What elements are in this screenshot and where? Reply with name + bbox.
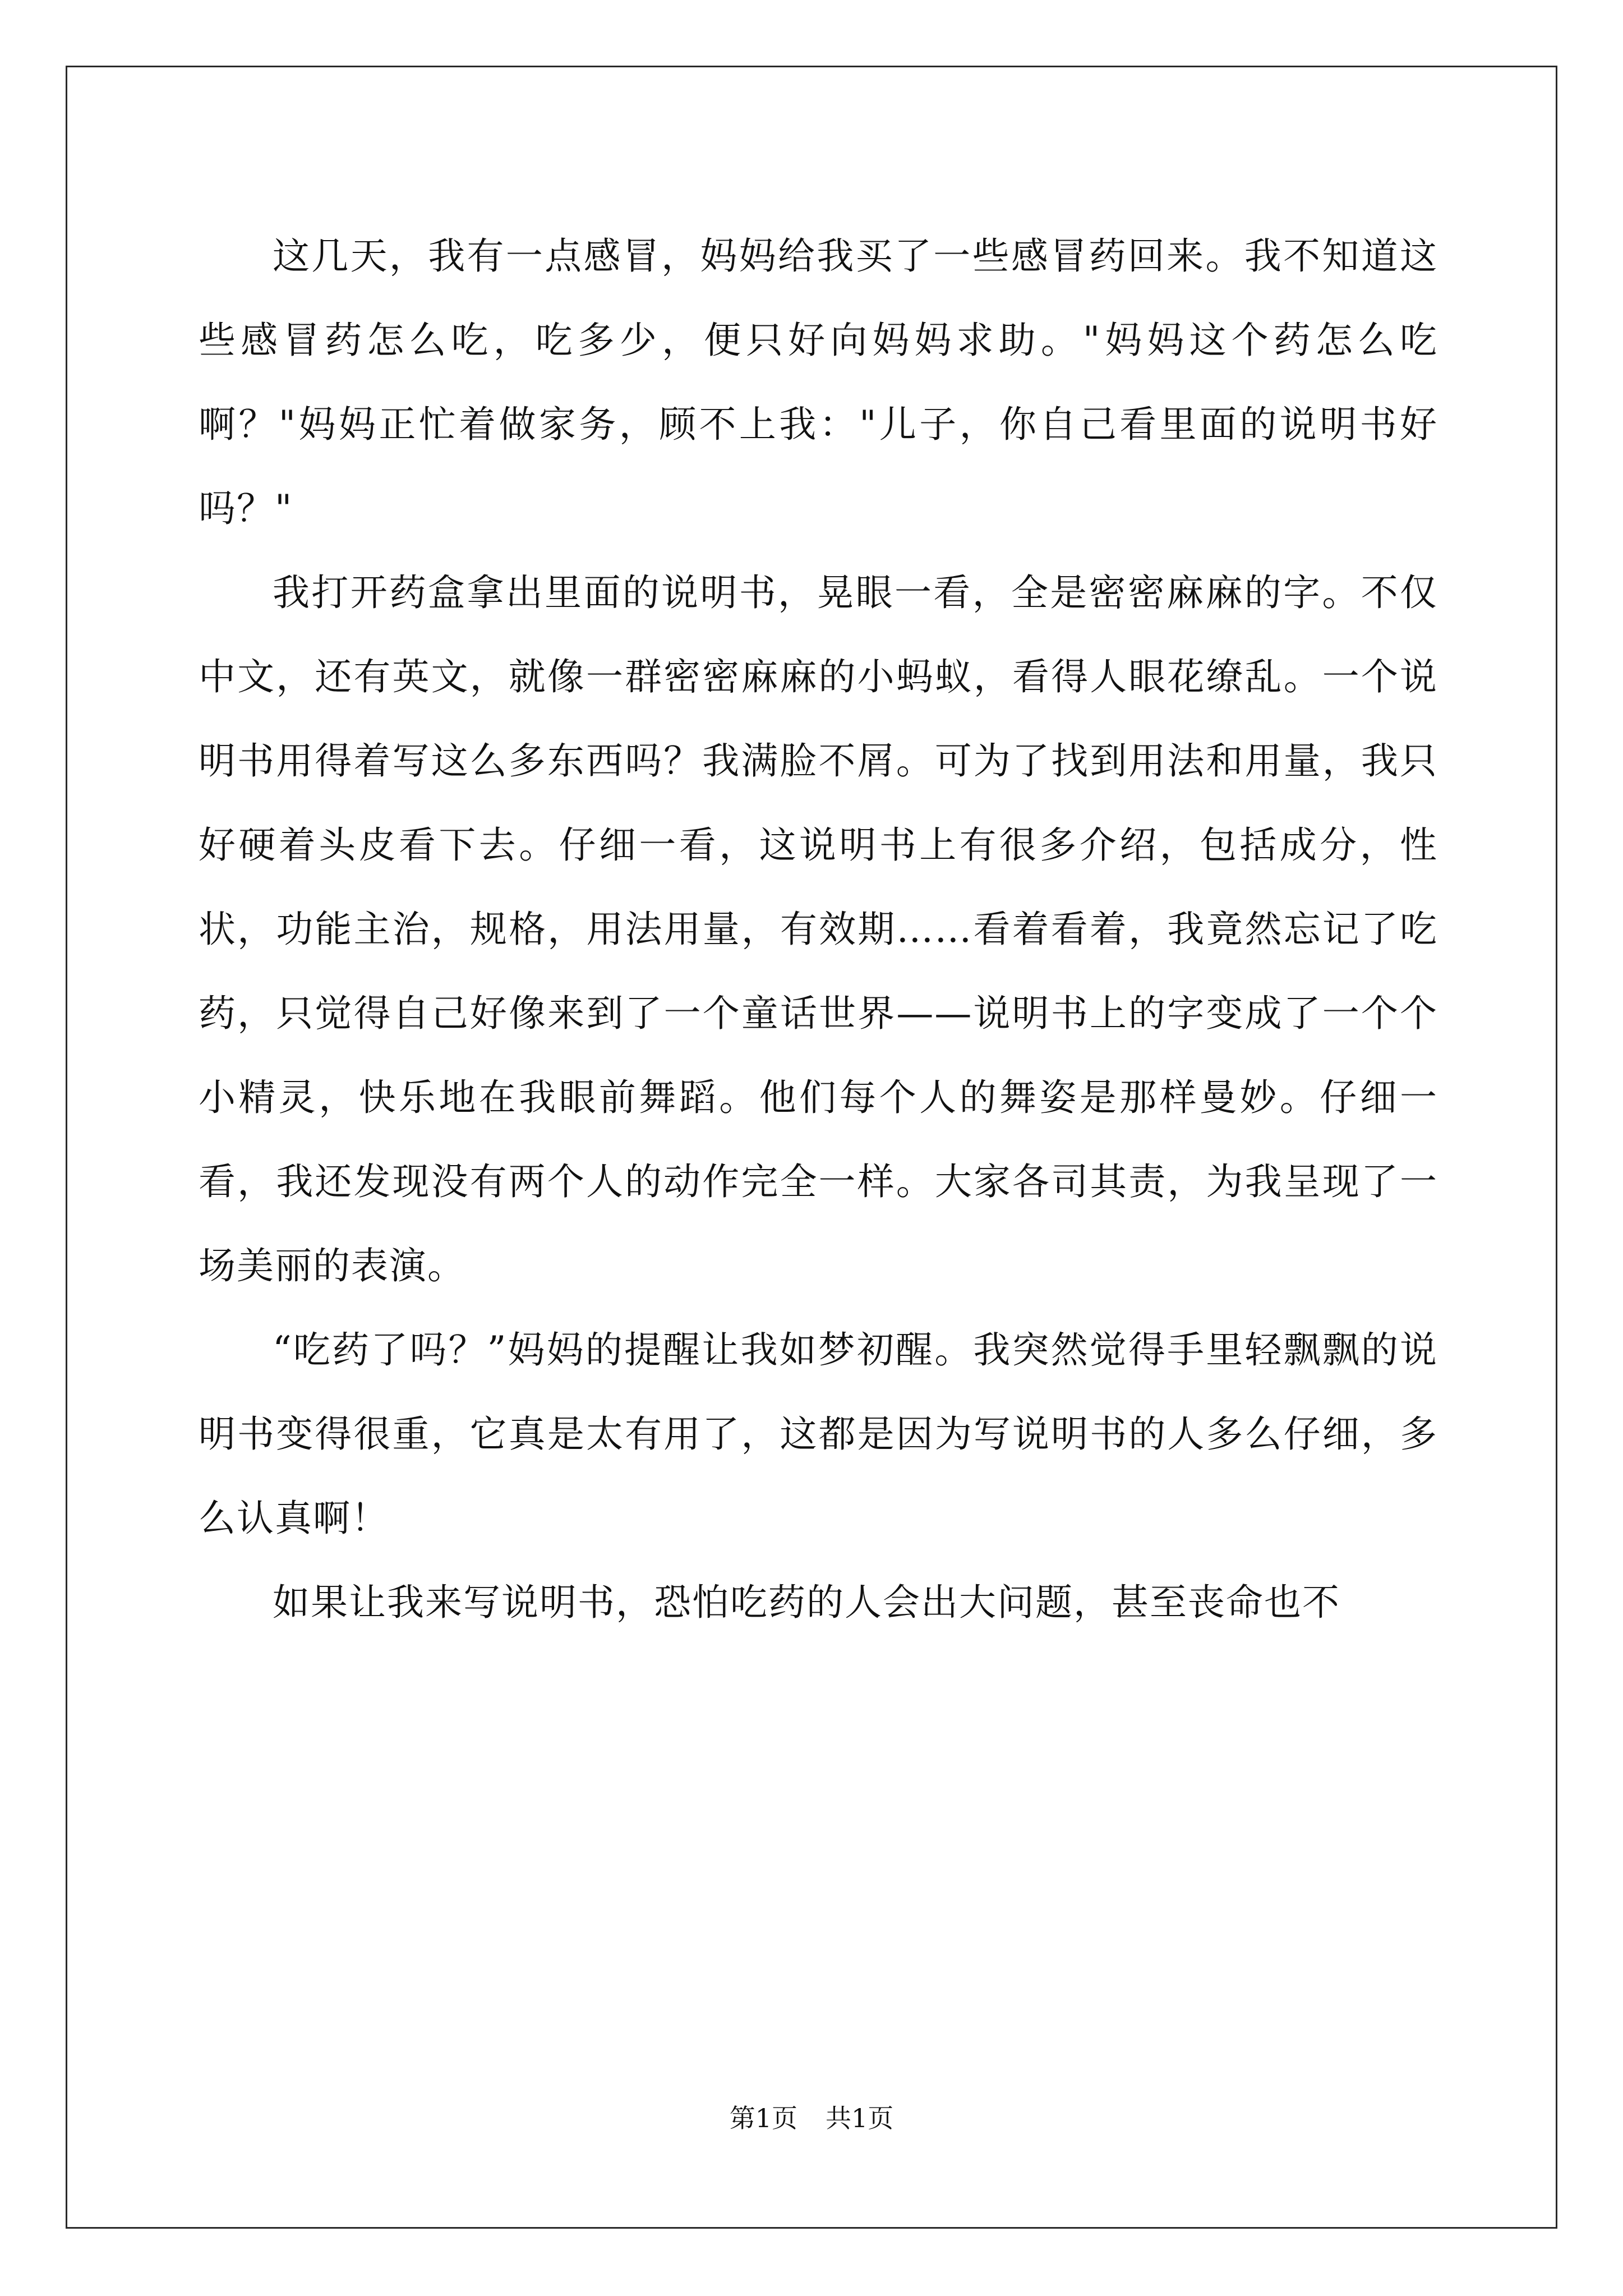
page-total: 共1页	[826, 2103, 894, 2133]
paragraph-1: 这几天，我有一点感冒，妈妈给我买了一些感冒药回来。我不知道这些感冒药怎么吃，吃多少，便只好向妈妈求助。"妈妈这个药怎么吃啊？"妈妈正忙着做家务，顾不上我："儿子，你自己看里面的说明书好吗？"	[199, 234, 1438, 530]
paragraph-4: 如果让我来写说明书，恐怕吃药的人会出大问题，甚至丧命也不	[273, 1581, 1340, 1624]
paragraph-2: 我打开药盒拿出里面的说明书，晃眼一看，全是密密麻麻的字。不仅中文，还有英文，就像一群密密麻麻的小蚂蚁，看得人眼花缭乱。一个说明书用得着写这么多东西吗？我满脸不屑。可为了找到用法和用量，我只好硬着头皮看下去。仔细一看，这说明书上有很多介绍，包括成分，性状，功能主治，规格，用法用量，有效期……看着看着，我竟然忘记了吃药，只觉得自己好像来到了一个童话世界——说明书上的字变成了一个个小精灵，快乐地在我眼前舞蹈。他们每个人的舞姿是那样曼妙。仔细一看，我还发现没有两个人的动作完全一样。大家各司其责，为我呈现了一场美丽的表演。	[199, 571, 1438, 1287]
page-number: 第1页	[729, 2103, 797, 2133]
paragraph-3: “吃药了吗？”妈妈的提醒让我如梦初醒。我突然觉得手里轻飘飘的说明书变得很重，它真是太有用了，这都是因为写说明书的人多么仔细，多么认真啊！	[199, 1328, 1438, 1540]
document-body	[199, 214, 1438, 1645]
page-footer	[0, 2098, 1623, 2135]
